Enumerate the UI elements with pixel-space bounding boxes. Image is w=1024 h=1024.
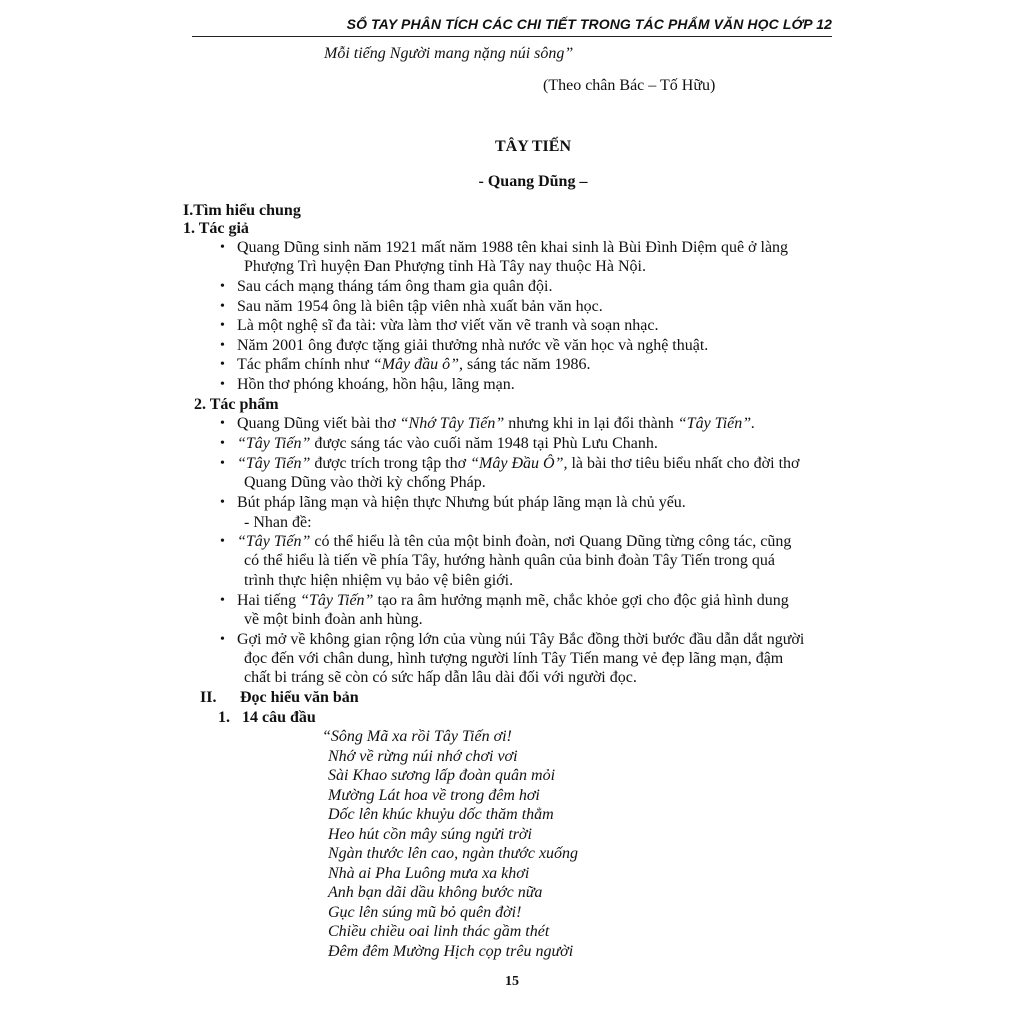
bullet-dot: • <box>220 534 225 549</box>
text-span: nhưng khi in lại đổi thành <box>504 415 678 432</box>
poem-line: Ngàn thước lên cao, ngàn thước xuống <box>328 845 579 862</box>
section-2-number: II. <box>200 689 217 706</box>
poem-line: Heo hút cồn mây súng ngửi trời <box>328 826 532 843</box>
text-span: là bài thơ tiêu biểu nhất cho đời thơ <box>567 455 800 472</box>
list-item <box>237 532 791 552</box>
section-1-heading: I.Tìm hiểu chung <box>183 202 301 219</box>
poem-line: Đêm đêm Mường Hịch cọp trêu người <box>328 943 574 960</box>
poem-line: Anh bạn dãi dầu không bước nữa <box>328 884 543 901</box>
bullet-dot: • <box>220 299 225 314</box>
poem-line: Nhà ai Pha Luông mưa xa khơi <box>328 865 530 882</box>
italic-title: “Tây Tiến” <box>237 455 311 472</box>
list-item-works <box>237 355 591 375</box>
list-item-continuation: Quang Dũng vào thời kỳ chống Pháp. <box>244 474 486 491</box>
bullet-dot: • <box>220 593 225 608</box>
poem-title: TÂY TIẾN <box>494 138 572 155</box>
text-span: tạo ra âm hưởng mạnh mẽ, chắc khỏe gợi cho độc giả hình dung <box>373 592 789 609</box>
page-number: 15 <box>505 974 519 989</box>
list-item-continuation: về một binh đoàn anh hùng. <box>244 611 423 628</box>
poem-line: Dốc lên khúc khuỷu dốc thăm thẳm <box>328 806 554 823</box>
bullet-dot: • <box>220 456 225 471</box>
list-item <box>237 414 755 434</box>
list-item <box>237 591 789 611</box>
bullet-dot: • <box>220 338 225 353</box>
subsection-14-cau-heading: 14 câu đầu <box>242 709 316 726</box>
italic-title: “Tây Tiến” <box>237 435 311 452</box>
text-span: có thể hiểu là tên của một binh đoàn, nơi Quang Dũng từng công tác, cũng <box>310 533 792 550</box>
italic-title: “Tây Tiến” <box>300 592 374 609</box>
works-pre: Tác phẩm chính như <box>237 356 373 373</box>
intro-poem-line: Mỗi tiếng Người mang nặng núi sông” <box>324 45 574 62</box>
list-item: Hồn thơ phóng khoáng, hồn hậu, lãng mạn. <box>237 376 515 393</box>
list-item-continuation: có thể hiểu là tiến về phía Tây, hướng hành quân của binh đoàn Tây Tiến trong quá <box>244 552 775 569</box>
header-rule <box>192 36 832 37</box>
italic-title: “Nhớ Tây Tiến” <box>399 415 505 432</box>
poem-line: “Sông Mã xa rồi Tây Tiến ơi! <box>322 728 512 745</box>
bullet-dot: • <box>220 377 225 392</box>
poem-line: Sài Khao sương lấp đoàn quân mỏi <box>328 767 556 784</box>
poem-line: Nhớ về rừng núi nhớ chơi vơi <box>328 748 518 765</box>
poem-line: Mường Lát hoa về trong đêm hơi <box>328 787 540 804</box>
list-item-continuation: chất bi tráng sẽ còn có sức hấp dẫn lâu dài đối với người đọc. <box>244 669 637 686</box>
list-item-continuation: đọc đến với chân dung, hình tượng người lính Tây Tiến mang vẻ đẹp lãng mạn, đậm <box>244 650 784 667</box>
text-span: được trích trong tập thơ <box>310 455 471 472</box>
poem-line: Chiều chiều oai linh thác gầm thét <box>328 923 550 940</box>
bullet-dot: • <box>220 279 225 294</box>
works-title: “Mây đầu ô” <box>372 356 459 373</box>
text-span: được sáng tác vào cuối năm 1948 tại Phù Lưu Chanh. <box>310 435 658 452</box>
list-item: Sau năm 1954 ông là biên tập viên nhà xuất bản văn học. <box>237 298 603 315</box>
list-item-continuation: trình thực hiện nhiệm vụ bảo vệ biên giới. <box>244 572 514 589</box>
list-item: Gợi mở về không gian rộng lớn của vùng núi Tây Bắc đồng thời bước đầu dẫn dắt người <box>237 631 805 648</box>
subsection-tac-pham-heading: 2. Tác phẩm <box>194 396 279 413</box>
list-item-continuation: Phượng Trì huyện Đan Phượng tỉnh Hà Tây nay thuộc Hà Nội. <box>244 258 646 275</box>
bullet-dot: • <box>220 318 225 333</box>
subsection-tac-gia-heading: 1. Tác giả <box>183 220 249 237</box>
nhan-de-label: - Nhan đề: <box>244 514 312 531</box>
list-item <box>237 454 799 474</box>
list-item: Quang Dũng sinh năm 1921 mất năm 1988 tên khai sinh là Bùi Đình Diệm quê ở làng <box>237 239 789 256</box>
bullet-dot: • <box>220 416 225 431</box>
intro-citation: (Theo chân Bác – Tố Hữu) <box>543 77 716 94</box>
text-span: Hai tiếng <box>237 592 301 609</box>
bullet-dot: • <box>220 357 225 372</box>
running-header: SỔ TAY PHÂN TÍCH CÁC CHI TIẾT TRONG TÁC PHẨM VĂN HỌC LỚP 12 <box>346 16 832 32</box>
list-item: Là một nghệ sĩ đa tài: vừa làm thơ viết văn vẽ tranh và soạn nhạc. <box>237 317 659 334</box>
italic-title: “Tây Tiến”. <box>677 415 756 432</box>
list-item: Năm 2001 ông được tặng giải thưởng nhà nước về văn học và nghệ thuật. <box>237 337 709 354</box>
list-item: Sau cách mạng tháng tám ông tham gia quân đội. <box>237 278 553 295</box>
list-item: Bút pháp lãng mạn và hiện thực Nhưng bút pháp lãng mạn là chủ yếu. <box>237 494 686 511</box>
bullet-dot: • <box>220 495 225 510</box>
italic-title: “Tây Tiến” <box>237 533 311 550</box>
subsection-14-cau-number: 1. <box>218 709 230 726</box>
works-post: , sáng tác năm 1986. <box>458 356 591 373</box>
bullet-dot: • <box>220 632 225 647</box>
text-span: Quang Dũng viết bài thơ <box>237 415 400 432</box>
poem-author: - Quang Dũng – <box>478 173 588 190</box>
bullet-dot: • <box>220 436 225 451</box>
bullet-dot: • <box>220 240 225 255</box>
section-2-heading: Đọc hiểu văn bản <box>240 689 359 706</box>
poem-line: Gục lên súng mũ bỏ quên đời! <box>328 904 522 921</box>
italic-title: “Mây Đầu Ô”, <box>470 455 568 472</box>
list-item <box>237 434 658 454</box>
